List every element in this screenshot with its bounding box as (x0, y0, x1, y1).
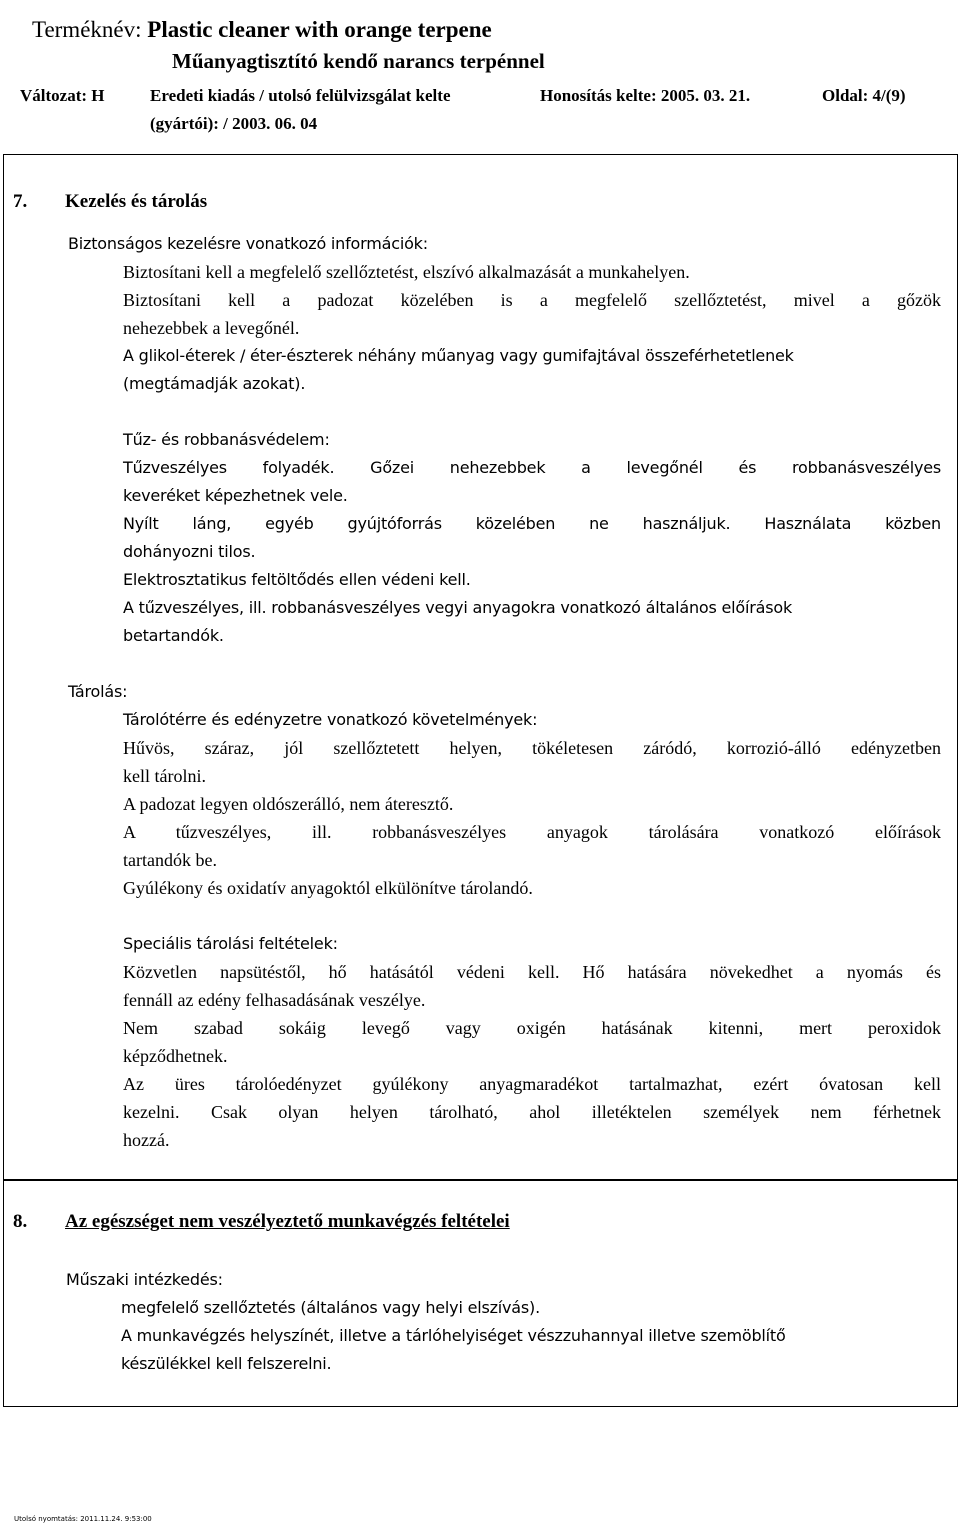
special-storage-label: Speciális tárolási feltételek: (123, 934, 338, 953)
original-issue: Eredeti kiadás / utolsó felülvizsgálat kelte (150, 86, 451, 105)
storage-line: A padozat legyen oldószerálló, nem áteresztő. (123, 794, 454, 814)
special-line: kezelni. Csak olyan helyen tárolható, ahol illetéktelen személyek nem férhetnek (123, 1102, 941, 1122)
storage-requirements-label: Tárolótérre és edényzetre vonatkozó követelmények: (123, 710, 538, 729)
section-8-number: 8. (13, 1211, 28, 1232)
fire-line: A tűzveszélyes, ill. robbanásveszélyes vegyi anyagokra vonatkozó általános előírások (123, 598, 793, 617)
handling-line: A glikol-éterek / éter-észterek néhány műanyag vagy gumifajtával összeférhetetlenek (123, 346, 794, 365)
special-line: hozzá. (123, 1130, 170, 1150)
technical-measures-label: Műszaki intézkedés: (66, 1270, 223, 1289)
fire-line: Nyílt láng, egyéb gyújtóforrás közelében ne használjuk. Használata közben (123, 514, 941, 533)
handling-text-2 (123, 342, 941, 398)
special-storage-text (123, 958, 941, 1154)
handling-line: (megtámadják azokat). (123, 374, 306, 393)
special-line: fennáll az edény felhasadásának veszélye. (123, 990, 426, 1010)
product-name-label: Terméknév: (32, 17, 142, 42)
section-7-title: Kezelés és tárolás (65, 191, 208, 212)
storage-label: Tárolás: (68, 682, 128, 701)
special-line: Nem szabad sokáig levegő vagy oxigén hatásának kitenni, mert peroxidok (123, 1018, 941, 1038)
storage-line: tartandók be. (123, 850, 217, 870)
naturalization-date: Honosítás kelte: 2005. 03. 21. (540, 86, 751, 105)
storage-line: Gyúlékony és oxidatív anyagoktól elkülönítve tárolandó. (123, 878, 533, 898)
storage-line: A tűzveszélyes, ill. robbanásveszélyes anyagok tárolására vonatkozó előírások (123, 822, 941, 842)
fire-label: Tűz- és robbanásvédelem: (123, 430, 330, 449)
tech-line: megfelelő szellőztetés (általános vagy helyi elszívás). (121, 1298, 540, 1317)
tech-line: készülékkel kell felszerelni. (121, 1354, 332, 1373)
page-number: Oldal: 4/(9) (822, 86, 906, 105)
fire-line: Tűzveszélyes folyadék. Gőzei nehezebbek a levegőnél és robbanásveszélyes (123, 458, 941, 477)
tech-line: A munkavégzés helyszínét, illetve a tárlóhelyiséget vészzuhannyal illetve szemöblítő (121, 1326, 786, 1345)
product-name-value: Plastic cleaner with orange terpene (147, 17, 492, 42)
special-line: Közvetlen napsütéstől, hő hatásától védeni kell. Hő hatására növekedhet a nyomás és (123, 962, 941, 982)
handling-label: Biztonságos kezelésre vonatkozó információk: (68, 234, 428, 253)
fire-line: keveréket képezhetnek vele. (123, 486, 348, 505)
handling-line: nehezebbek a levegőnél. (123, 318, 300, 338)
fire-text (123, 454, 941, 650)
storage-text (123, 734, 941, 902)
special-line: Az üres tárolóedényzet gyúlékony anyagmaradékot tartalmazhat, ezért óvatosan kell (123, 1074, 941, 1094)
last-printed: Utolsó nyomtatás: 2011.11.24. 9:53:00 (14, 1515, 152, 1523)
version: Változat: H (20, 86, 105, 105)
original-issue-date: (gyártói): / 2003. 06. 04 (150, 114, 318, 133)
fire-line: Elektrosztatikus feltöltődés ellen védeni kell. (123, 570, 471, 589)
storage-line: kell tárolni. (123, 766, 206, 786)
product-name-line (32, 16, 932, 44)
product-subtitle: Műanyagtisztító kendő narancs terpénnel (172, 49, 545, 73)
special-line: képződhetnek. (123, 1046, 228, 1066)
storage-line: Hűvös, száraz, jól szellőztetett helyen, tökéletesen záródó, korrozió-álló edényzetben (123, 738, 941, 758)
section-8-title: Az egészséget nem veszélyeztető munkavégzés feltételei (65, 1211, 510, 1232)
technical-measures-text (121, 1294, 941, 1378)
handling-line: Biztosítani kell a megfelelő szellőztetést, elszívó alkalmazását a munkahelyen. (123, 262, 690, 282)
handling-text (123, 258, 941, 342)
fire-line: betartandók. (123, 626, 224, 645)
section-7-number: 7. (13, 191, 28, 212)
handling-line: Biztosítani kell a padozat közelében is a megfelelő szellőztetést, mivel a gőzök (123, 290, 941, 310)
fire-line: dohányozni tilos. (123, 542, 256, 561)
